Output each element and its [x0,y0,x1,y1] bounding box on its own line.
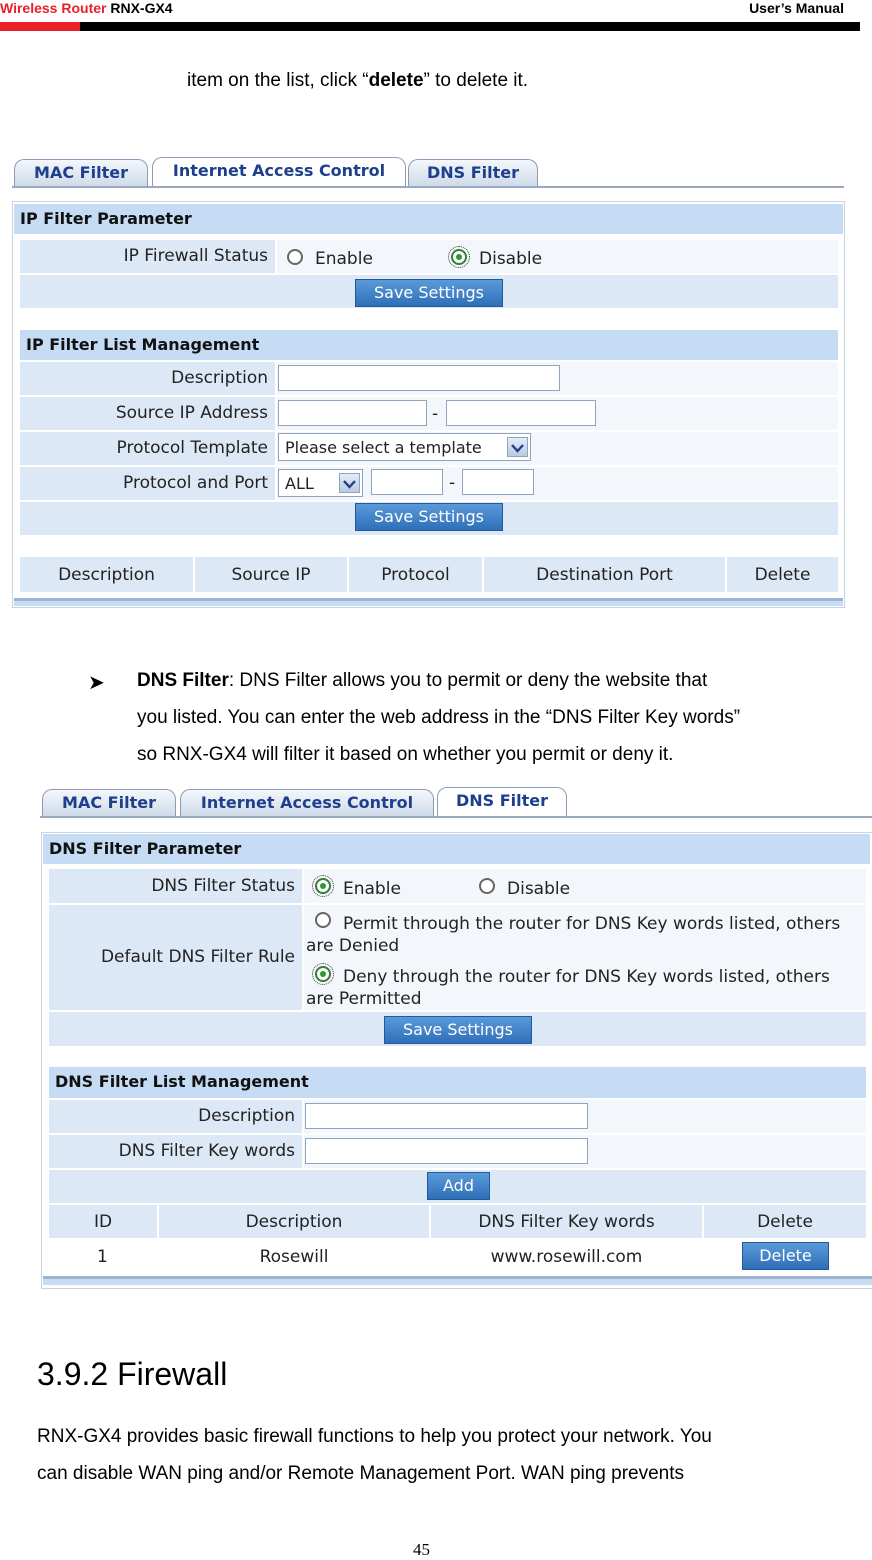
port-dash: - [449,473,456,493]
ip-description-input[interactable] [278,365,560,391]
doc-header-title [0,0,173,16]
dns-description-input[interactable] [305,1103,588,1129]
intro-text [187,62,528,99]
dns-rule-deny-line-2: are Permitted [306,989,422,1009]
intro-suffix: ” to delete it. [423,70,529,91]
ip-col-delete: Delete [727,557,838,592]
source-ip-end-input[interactable] [446,400,596,426]
dns-save-settings-button[interactable]: Save Settings [384,1016,532,1044]
dns-rule-permit-line-2: are Denied [306,936,400,956]
dns-filter-list-header: DNS Filter List Management [49,1067,866,1098]
ip-firewall-enable-radio[interactable] [287,249,303,265]
chevron-down-icon [507,437,528,457]
ip-bottom-bar [14,601,843,606]
ip-save-settings-button[interactable]: Save Settings [355,279,503,307]
ip-firewall-enable-label: Enable [315,249,373,269]
page-number: 45 [413,1540,430,1559]
dns-description-label: Description [49,1100,302,1133]
ip-firewall-disable-label: Disable [479,249,543,269]
ip-filter-list-header: IP Filter List Management [20,330,838,360]
dns-filter-status-label: DNS Filter Status [49,869,302,903]
ip-col-destination-port: Destination Port [484,557,725,592]
port-end-input[interactable] [462,469,534,495]
ip-filter-parameter-header: IP Filter Parameter [14,204,843,234]
dns-rule-deny-line-1: Deny through the router for DNS Key words listed, others [343,967,830,987]
ip-col-description: Description [20,557,193,592]
section-body-line-1: RNX-GX4 provides basic firewall functions to help you protect your network. You [37,1426,712,1447]
brand-name: Wireless Router [0,0,107,16]
dns-bottom-bar [43,1279,872,1285]
dns-col-description: Description [159,1205,429,1238]
ip-list-save-settings-button[interactable]: Save Settings [355,503,503,531]
chevron-down-icon [339,473,360,493]
intro-emph: delete [368,70,424,91]
protocol-template-select[interactable] [278,433,531,461]
dns-filter-disable-radio[interactable] [479,878,495,894]
dns-rule-deny-radio[interactable] [315,966,331,982]
header-rule-red [0,22,80,31]
doc-header-manual: User’s Manual [749,0,844,16]
section-title: 3.9.2 Firewall [37,1356,228,1392]
dns-filter-parameter-header: DNS Filter Parameter [43,834,870,864]
dns-filter-disable-label: Disable [507,879,571,899]
tab-dns-filter[interactable]: DNS Filter [408,159,538,186]
tab-mac-filter-2[interactable]: MAC Filter [42,789,176,816]
ip-col-protocol: Protocol [349,557,482,592]
dns-keywords-input[interactable] [305,1138,588,1164]
dns-filter-enable-label: Enable [343,879,401,899]
dns-rule-permit-radio[interactable] [315,912,331,928]
protocol-select[interactable] [278,469,363,497]
dns-row-description: Rosewill [159,1240,429,1273]
ip-col-source-ip: Source IP [195,557,347,592]
protocol-template-label: Protocol Template [20,432,275,465]
protocol-template-value: Please select a template [285,438,482,457]
dns-row-keyword: www.rosewill.com [431,1240,702,1273]
dns-bullet-line-2: you listed. You can enter the web address in the “DNS Filter Key words” [137,707,741,728]
tab-internet-access-control-2[interactable]: Internet Access Control [180,789,434,816]
source-ip-dash: - [432,404,439,424]
dns-rule-permit-line-1: Permit through the router for DNS Key words listed, others [343,914,841,934]
bullet-arrow-icon: ➤ [88,672,105,694]
dns-add-button[interactable]: Add [427,1172,490,1200]
tab-mac-filter[interactable]: MAC Filter [14,159,148,186]
section-body-line-2: can disable WAN ping and/or Remote Management Port. WAN ping prevents [37,1463,685,1484]
dns-filter-enable-radio[interactable] [315,878,331,894]
dns-keywords-label: DNS Filter Key words [49,1135,302,1168]
dns-bullet-term: DNS Filter [137,670,229,691]
header-rule-black [80,22,860,31]
protocol-value: ALL [285,474,314,493]
source-ip-start-input[interactable] [278,400,427,426]
dns-row-delete-button[interactable]: Delete [742,1242,829,1270]
model-name: RNX-GX4 [110,0,173,16]
ip-firewall-status-label: IP Firewall Status [20,240,275,273]
port-start-input[interactable] [371,469,443,495]
tab-internet-access-control[interactable]: Internet Access Control [152,157,406,186]
dns-col-id: ID [49,1205,157,1238]
default-dns-rule-label: Default DNS Filter Rule [49,905,302,1010]
dns-row-id: 1 [49,1240,157,1273]
dns-bullet-line-1 [137,662,707,699]
source-ip-label: Source IP Address [20,397,275,430]
dns-col-keywords: DNS Filter Key words [431,1205,702,1238]
tab-dns-filter-2[interactable]: DNS Filter [437,787,567,816]
intro-prefix: item on the list, click “ [187,70,369,91]
ip-firewall-disable-radio[interactable] [451,249,467,265]
dns-col-delete: Delete [704,1205,866,1238]
protocol-port-label: Protocol and Port [20,467,275,500]
ip-description-label: Description [20,362,275,395]
dns-bullet-line-3: so RNX-GX4 will filter it based on whether you permit or deny it. [137,744,674,765]
dns-bullet-text-1: : DNS Filter allows you to permit or deny the website that [228,670,708,691]
